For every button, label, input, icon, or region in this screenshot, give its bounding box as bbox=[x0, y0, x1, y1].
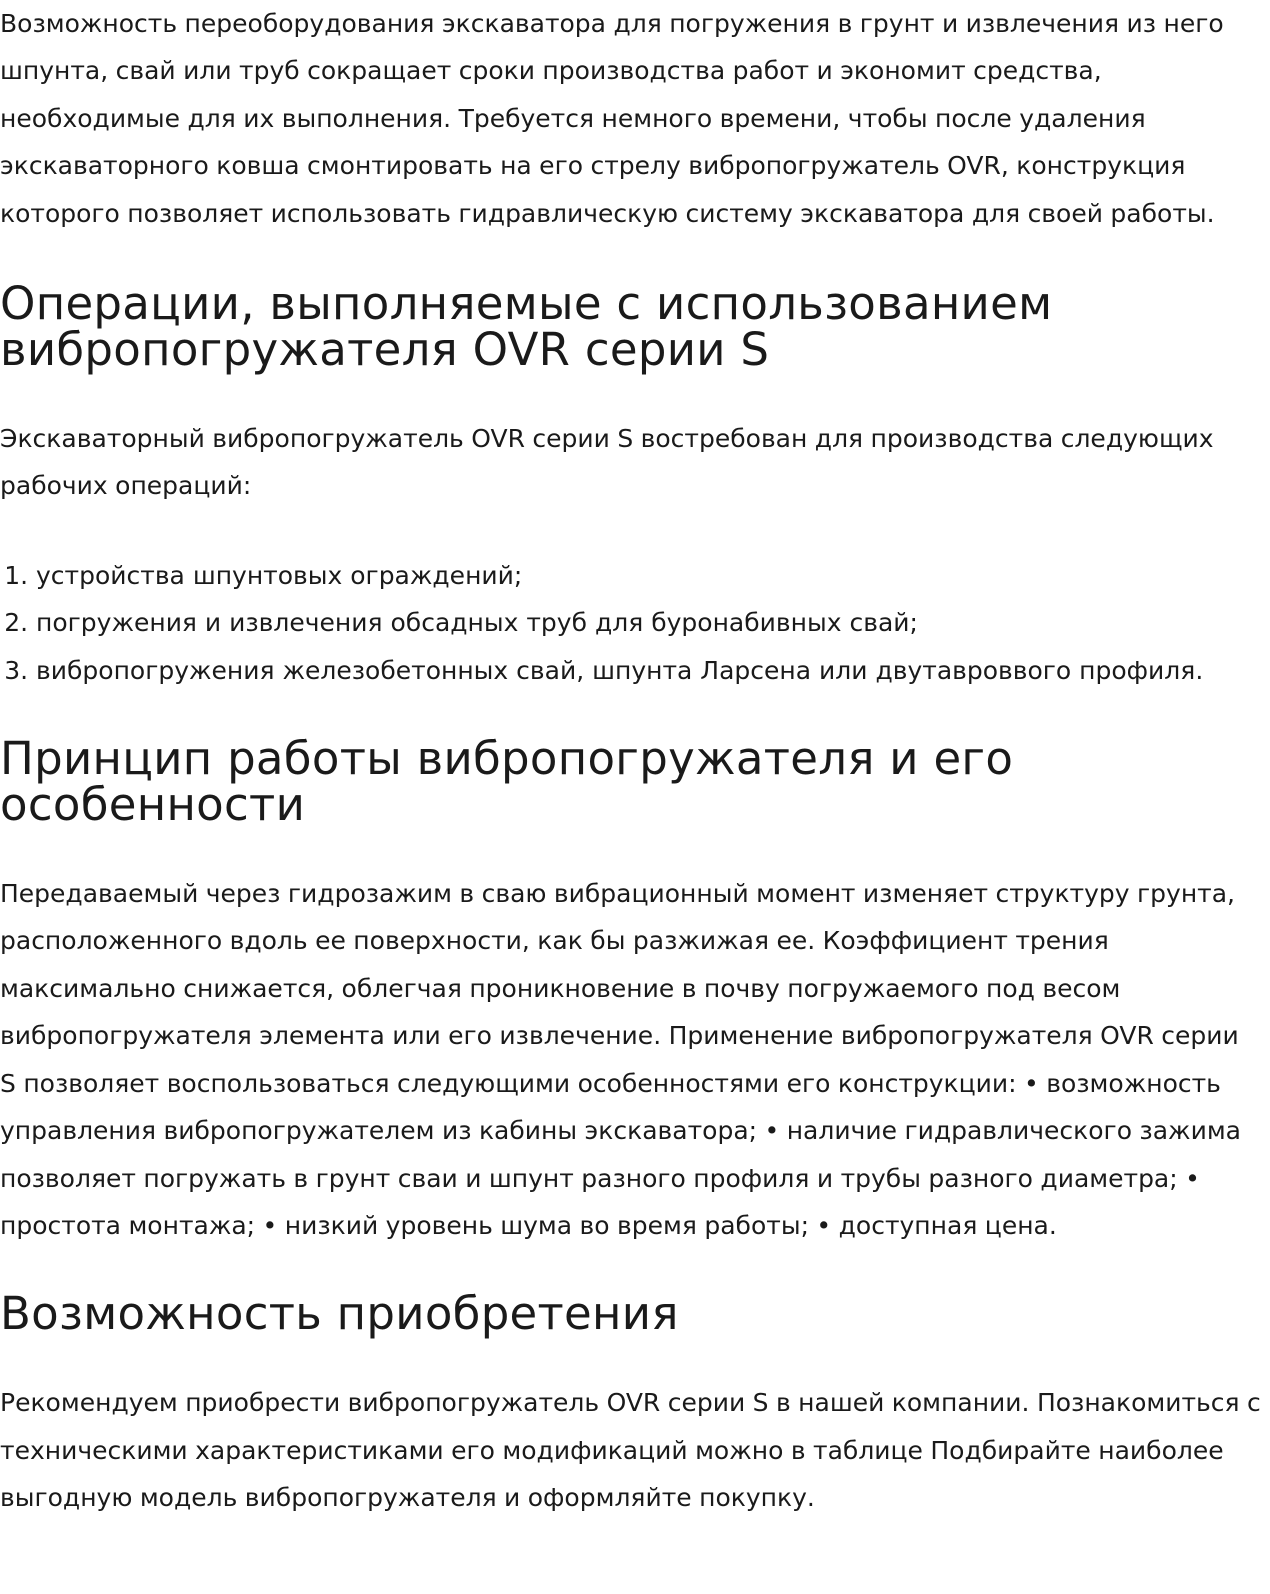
operations-intro-paragraph: Экскаваторный вибропогружатель OVR серии S востребован для производства следующих рабочих операций: bbox=[0, 424, 1214, 501]
intro-paragraph: Возможность переоборудования экскаватора для погружения в грунт и извлечения из него шпунта, свай или труб сокращает сроки производства работ и экономит средства, необходимые для их выполнения. Требуется немного времени, чтобы после удаления экскаваторного ковша смонтировать на его стрелу вибропогружатель OVR, конструкция которого позволяет использовать гидравлическую систему экскаватора для своей работы. bbox=[0, 9, 1224, 228]
list-item: 2. погружения и извлечения обсадных труб для буронабивных свай; bbox=[36, 599, 1262, 646]
list-item: 1. устройства шпунтовых ограждений; bbox=[36, 552, 1262, 599]
operations-list bbox=[0, 552, 1262, 694]
principle-heading: Принцип работы вибропогружателя и его особенности bbox=[0, 732, 1014, 832]
purchase-paragraph: Рекомендуем приобрести вибропогружатель OVR серии S в нашей компании. Познакомиться с техническими характеристиками его модификаций можно в таблице Подбирайте наиболее выгодную модель вибропогружателя и оформляйте покупку. bbox=[0, 1388, 1261, 1513]
purchase-heading: Возможность приобретения bbox=[0, 1287, 679, 1341]
principle-paragraph: Передаваемый через гидрозажим в сваю вибрационный момент изменяет структуру грунта, расположенного вдоль ее поверхности, как бы разжижая ее. Коэффициент трения максимально снижается, облегчая проникновение в почву погружаемого под весом вибропогружателя элемента или его извлечение. Применение вибропогружателя OVR серии S позволяет воспользоваться следующими особенностями его конструкции: • возможность управления вибропогружателем из кабины экскаватора; • наличие гидравлического зажима позволяет погружать в грунт сваи и шпунт разного профиля и трубы разного диаметра; • простота монтажа; • низкий уровень шума во время работы; • доступная цена. bbox=[0, 879, 1241, 1240]
list-item: 3. вибропогружения железобетонных свай, шпунта Ларсена или двутавроввого профиля. bbox=[36, 647, 1262, 694]
operations-heading: Операции, выполняемые с использованием вибропогружателя OVR серии S bbox=[0, 277, 1053, 377]
